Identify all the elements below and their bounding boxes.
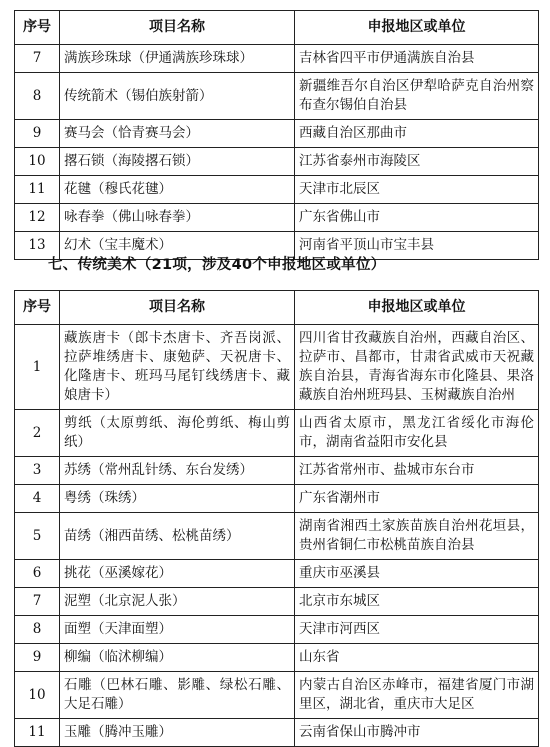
table-row	[15, 616, 539, 644]
table-row	[15, 120, 539, 148]
row-num: 9	[15, 644, 60, 672]
row-num: 11	[15, 719, 60, 747]
header-region: 申报地区或单位	[295, 11, 539, 45]
row-num: 2	[15, 410, 60, 457]
row-name: 挑花（巫溪嫁花）	[60, 560, 295, 588]
bottom-table-wrapper	[14, 290, 538, 747]
row-num: 7	[15, 588, 60, 616]
table-header-row	[15, 11, 539, 45]
row-num: 7	[15, 45, 60, 73]
top-table-wrapper	[14, 10, 538, 260]
row-region: 内蒙古自治区赤峰市，福建省厦门市湖里区，湖北省，重庆市大足区	[295, 672, 539, 719]
row-name: 赛马会（恰青赛马会）	[60, 120, 295, 148]
row-num: 6	[15, 560, 60, 588]
row-region: 河南省平顶山市宝丰县	[295, 232, 539, 260]
row-region: 西藏自治区那曲市	[295, 120, 539, 148]
row-name: 传统箭术（锡伯族射箭）	[60, 73, 295, 120]
row-name: 花毽（穆氏花毽）	[60, 176, 295, 204]
section-heading: 七、传统美术（21项，涉及40个申报地区或单位）	[48, 257, 386, 273]
table-row	[15, 719, 539, 747]
table-header-row	[15, 291, 539, 325]
header-name: 项目名称	[60, 291, 295, 325]
row-num: 8	[15, 616, 60, 644]
row-region: 江苏省泰州市海陵区	[295, 148, 539, 176]
row-region: 江苏省常州市、盐城市东台市	[295, 457, 539, 485]
row-region: 广东省佛山市	[295, 204, 539, 232]
table-row	[15, 176, 539, 204]
table-row	[15, 148, 539, 176]
header-region: 申报地区或单位	[295, 291, 539, 325]
row-name: 泥塑（北京泥人张）	[60, 588, 295, 616]
row-name: 石雕（巴林石雕、影雕、绿松石雕、大足石雕）	[60, 672, 295, 719]
row-name: 苗绣（湘西苗绣、松桃苗绣）	[60, 513, 295, 560]
table-row	[15, 410, 539, 457]
row-num: 10	[15, 148, 60, 176]
row-region: 重庆市巫溪县	[295, 560, 539, 588]
row-name: 面塑（天津面塑）	[60, 616, 295, 644]
top-table	[14, 10, 539, 260]
row-name: 粤绣（珠绣）	[60, 485, 295, 513]
table-row	[15, 45, 539, 73]
table-row	[15, 73, 539, 120]
row-region: 湖南省湘西土家族苗族自治州花垣县，贵州省铜仁市松桃苗族自治县	[295, 513, 539, 560]
row-num: 3	[15, 457, 60, 485]
row-name: 咏春拳（佛山咏春拳）	[60, 204, 295, 232]
row-num: 10	[15, 672, 60, 719]
bottom-table-body	[15, 325, 539, 747]
table-row	[15, 672, 539, 719]
row-num: 9	[15, 120, 60, 148]
header-num: 序号	[15, 291, 60, 325]
row-region: 吉林省四平市伊通满族自治县	[295, 45, 539, 73]
top-table-body	[15, 45, 539, 260]
row-region: 天津市河西区	[295, 616, 539, 644]
row-num: 11	[15, 176, 60, 204]
table-row	[15, 588, 539, 616]
row-name: 苏绣（常州乱针绣、东台发绣）	[60, 457, 295, 485]
row-region: 四川省甘孜藏族自治州，西藏自治区、拉萨市、昌都市，甘肃省武威市天祝藏族自治县，青海省海东市化隆县、果洛藏族自治州班玛县、玉树藏族自治州	[295, 325, 539, 410]
header-num: 序号	[15, 11, 60, 45]
table-row	[15, 204, 539, 232]
bottom-table	[14, 290, 539, 747]
row-num: 4	[15, 485, 60, 513]
table-row	[15, 644, 539, 672]
row-region: 广东省潮州市	[295, 485, 539, 513]
table-row	[15, 485, 539, 513]
table-row	[15, 513, 539, 560]
row-name: 剪纸（太原剪纸、海伦剪纸、梅山剪纸）	[60, 410, 295, 457]
table-row	[15, 457, 539, 485]
row-num: 1	[15, 325, 60, 410]
row-num: 5	[15, 513, 60, 560]
row-name: 玉雕（腾冲玉雕）	[60, 719, 295, 747]
header-name: 项目名称	[60, 11, 295, 45]
row-region: 山东省	[295, 644, 539, 672]
row-region: 山西省太原市，黑龙江省绥化市海伦市，湖南省益阳市安化县	[295, 410, 539, 457]
row-region: 新疆维吾尔自治区伊犁哈萨克自治州察布查尔锡伯自治县	[295, 73, 539, 120]
row-num: 13	[15, 232, 60, 260]
row-region: 天津市北辰区	[295, 176, 539, 204]
row-name: 撂石锁（海陵撂石锁）	[60, 148, 295, 176]
row-region: 北京市东城区	[295, 588, 539, 616]
row-region: 云南省保山市腾冲市	[295, 719, 539, 747]
row-num: 12	[15, 204, 60, 232]
row-name: 满族珍珠球（伊通满族珍珠球）	[60, 45, 295, 73]
table-row	[15, 560, 539, 588]
row-num: 8	[15, 73, 60, 120]
row-name: 藏族唐卡（郎卡杰唐卡、齐吾岗派、拉萨堆绣唐卡、康勉萨、天祝唐卡、化隆唐卡、班玛马尾钉线绣唐卡、藏娘唐卡）	[60, 325, 295, 410]
row-name: 幻术（宝丰魔术）	[60, 232, 295, 260]
table-row	[15, 325, 539, 410]
row-name: 柳编（临沭柳编）	[60, 644, 295, 672]
